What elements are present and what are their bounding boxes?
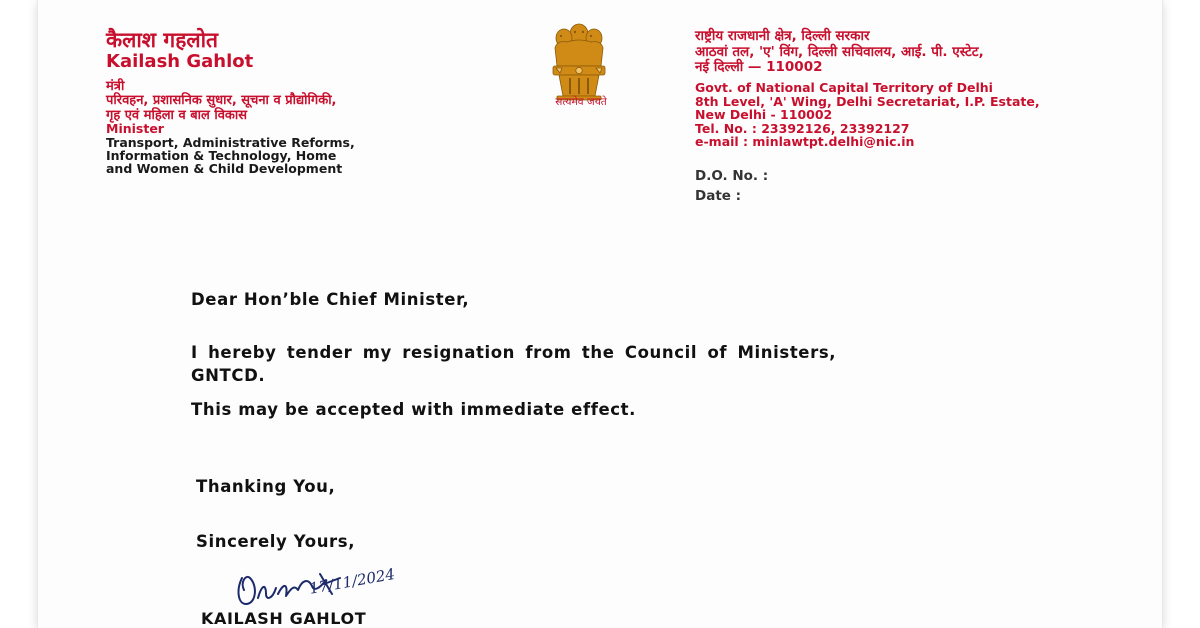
letter-page xyxy=(38,0,1162,628)
date-label: Date : xyxy=(695,188,742,204)
office-hindi-line3: नई दिल्ली — 110002 xyxy=(695,59,823,75)
office-english-line1: Govt. of National Capital Territory of Delhi xyxy=(695,80,993,95)
minister-name-hindi: कैलाश गहलोत xyxy=(106,28,219,52)
minister-title-english: Minister xyxy=(106,121,164,136)
office-hindi-line1: राष्ट्रीय राजधानी क्षेत्र, दिल्ली सरकार xyxy=(695,28,870,44)
minister-title-hindi: मंत्री xyxy=(106,79,125,94)
portfolio-hindi-line2: गृह एवं महिला व बाल विकास xyxy=(106,108,248,123)
acceptance-paragraph: This may be accepted with immediate effect. xyxy=(191,400,637,419)
minister-name-english: Kailash Gahlot xyxy=(106,51,254,72)
office-telephone: Tel. No. : 23392126, 23392127 xyxy=(695,121,910,136)
office-email: e-mail : minlawtpt.delhi@nic.in xyxy=(695,134,915,149)
handwritten-date: 17/11/2024 xyxy=(308,564,397,598)
do-number-label: D.O. No. : xyxy=(695,168,769,184)
salutation: Dear Hon’ble Chief Minister, xyxy=(191,290,470,309)
portfolio-english-line1: Transport, Administrative Reforms, xyxy=(106,135,355,150)
portfolio-english-line3: and Women & Child Development xyxy=(106,161,343,176)
office-english-line2: 8th Level, 'A' Wing, Delhi Secretariat, I.P. Estate, xyxy=(695,94,1040,109)
portfolio-hindi-line1: परिवहन, प्रशासनिक सुधार, सूचना व प्रौद्योगिकी, xyxy=(106,93,337,108)
thanks-line: Thanking You, xyxy=(196,477,336,496)
office-english-line3: New Delhi - 110002 xyxy=(695,107,833,122)
resignation-paragraph-line1: I hereby tender my resignation from the Council of Ministers, xyxy=(191,343,837,362)
resignation-paragraph-line2: GNTCD. xyxy=(191,366,266,385)
signer-name: KAILASH GAHLOT xyxy=(201,609,367,628)
emblem-motto: सत्यमेव जयते xyxy=(555,96,607,108)
closing-line: Sincerely Yours, xyxy=(196,532,356,551)
office-hindi-line2: आठवां तल, 'ए' विंग, दिल्ली सचिवालय, आई. पी. एस्टेट, xyxy=(695,44,984,60)
portfolio-english-line2: Information & Technology, Home xyxy=(106,148,337,163)
